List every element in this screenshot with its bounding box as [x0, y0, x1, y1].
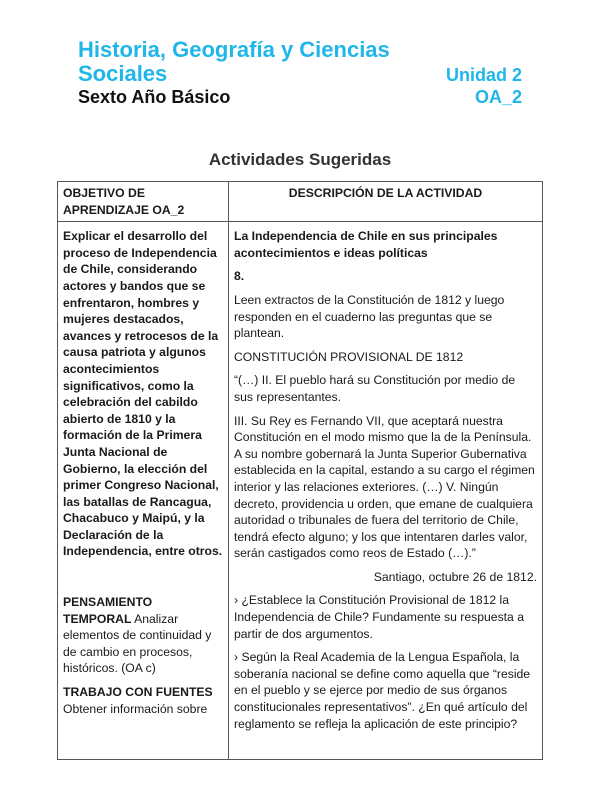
objective-column-header: OBJETIVO DE APRENDIZAJE OA_2 — [58, 182, 229, 222]
grade-label: Sexto Año Básico — [78, 87, 231, 107]
question-1: › ¿Establece la Constitución Provisional de 1812 la Independencia de Chile? Fundamente su respuesta a partir de dos argumentos. — [234, 593, 524, 641]
skill-temporal — [63, 594, 223, 677]
source-quote-part2: III. Su Rey es Fernando VII, que aceptará nuestra Constitución en el modo mismo que la de la Península. A su nombre gobernará la Junta Superior Gubernativa establecida en la capital, estando a su cargo el régimen interior y las relaciones exteriores. (…) V. Ningún decreto, providencia u orden, que emane de cualquiera autoridad o tribunales de fuera del territorio de Chile, tendrá efecto alguno; y los que intentaren darles valor, serán castigados como reos de Estado (…).” — [234, 413, 535, 561]
question-2: › Según la Real Academia de la Lengua Española, la soberanía nacional se define como aquella que “reside en el pueblo y se ejerce por medio de sus órganos constitucionales representativos”. ¿En qué artículo del reglamento se refleja la aplicación de este principio? — [234, 650, 531, 731]
skill-sources-text: Obtener información sobre — [63, 701, 208, 716]
activity-instructions: Leen extractos de la Constitución de 1812 y luego responden en el cuaderno las preguntas que se plantean. — [234, 292, 505, 341]
activities-table — [57, 181, 543, 760]
skill-sources-label: TRABAJO CON FUENTES — [63, 685, 213, 700]
description-cell — [229, 222, 543, 760]
source-signature: Santiago, octubre 26 de 1812. — [373, 569, 537, 584]
subject-title-line1: Historia, Geografía y Ciencias — [78, 37, 390, 62]
table-header-row — [58, 182, 543, 222]
objective-text: Explicar el desarrollo del proceso de Independencia de Chile, considerando actores y bandos que se enfrentaron, hombres y mujeres destacados, avances y retrocesos de la causa patriota y algunos acontecimientos significativos, como la celebración del cabildo abierto de 1810 y la formación de la Primera Junta Nacional de Gobierno, la elección del primer Congreso Nacional, las batallas de Rancagua, Chacabuco y Maipú, y la Declaración de la Independencia, entre otros. — [63, 229, 223, 559]
document-header — [78, 38, 522, 108]
skill-temporal-label: PENSAMIENTO TEMPORAL — [63, 595, 153, 626]
table-body-row — [58, 222, 543, 760]
source-quote-part1: “(…) II. El pueblo hará su Constitución por medio de sus representantes. — [234, 373, 516, 404]
oa-label: OA_2 — [474, 87, 522, 107]
description-column-header: DESCRIPCIÓN DE LA ACTIVIDAD — [229, 182, 543, 222]
section-title: Actividades Sugeridas — [208, 150, 392, 169]
activity-title: La Independencia de Chile en sus principales acontecimientos e ideas políticas — [234, 229, 498, 260]
description-cell-content — [234, 228, 537, 756]
subject-title-line2: Sociales — [78, 61, 168, 86]
unit-label: Unidad 2 — [445, 65, 522, 85]
objective-cell — [58, 222, 229, 760]
activity-number: 8. — [234, 269, 245, 284]
skill-temporal-text: Analizar elementos de continuidad y de cambio en procesos, históricos. (OA c) — [63, 611, 212, 676]
source-title: CONSTITUCIÓN PROVISIONAL DE 1812 — [234, 349, 464, 364]
objective-cell-content — [63, 228, 223, 756]
